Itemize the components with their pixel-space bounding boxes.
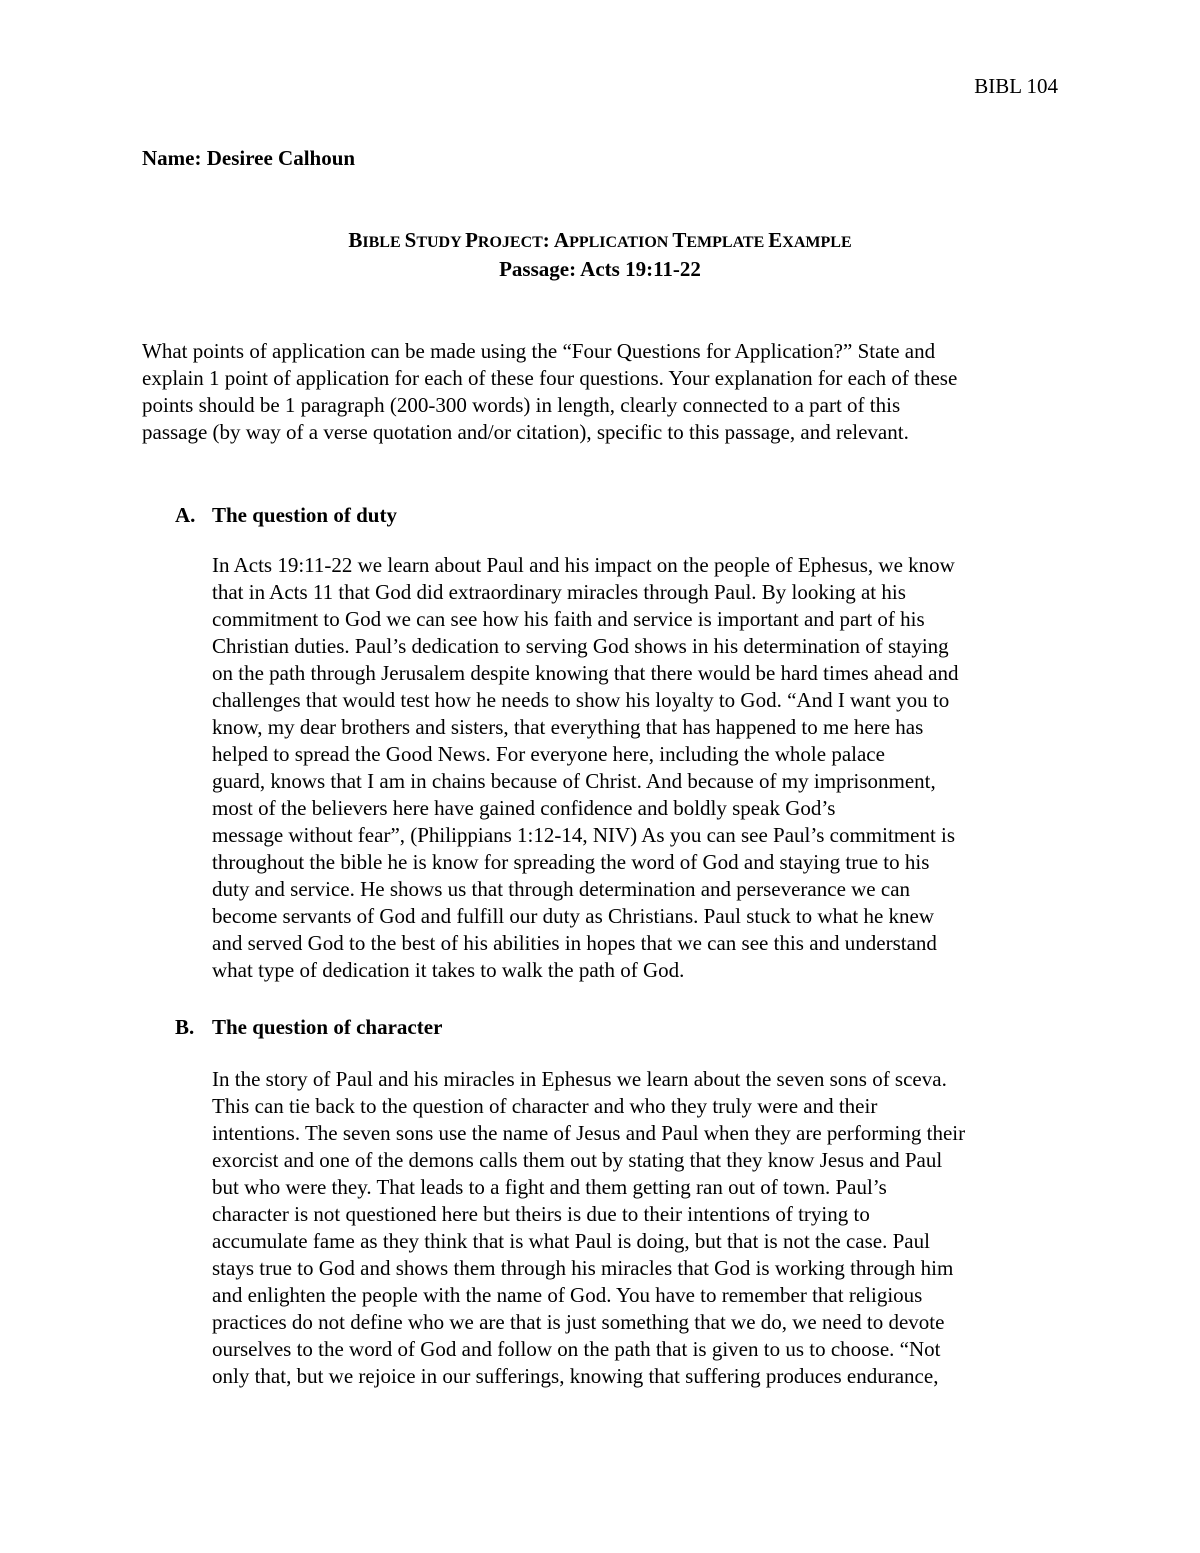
passage-reference: Passage: Acts 19:11-22: [499, 257, 701, 281]
section-letter: B.: [175, 1015, 195, 1039]
document-title: BIBLE STUDY PROJECT: APPLICATION TEMPLATE EXAMPLE: [348, 228, 852, 252]
section-heading-character: [175, 1013, 442, 1041]
course-code: BIBL 104: [974, 74, 1058, 98]
section-letter: A.: [175, 503, 196, 527]
section-title: The question of duty: [212, 503, 397, 527]
student-name: Name: Desiree Calhoun: [142, 146, 356, 170]
section-title: The question of character: [212, 1015, 443, 1039]
document-title-block: [142, 227, 1058, 283]
assignment-prompt: What points of application can be made using the “Four Questions for Application?” State and explain 1 point of application for each of these four questions. Your explanation for each of these points should be 1 paragraph (200-300 words) in length, clearly connected to a part of this passage (by way of a verse quotation and/or citation), specific to this passage, and relevant.: [142, 339, 958, 444]
section-heading-duty: [175, 501, 397, 529]
section-body-duty: In Acts 19:11-22 we learn about Paul and his impact on the people of Ephesus, we know that in Acts 11 that God did extraordinary miracles through Paul. By looking at his commitment to God we can see how his faith and service is important and part of his Christian duties. Paul’s dedication to serving God shows in his determination of staying on the path through Jerusalem despite knowing that there would be hard times ahead and challenges that would test how he needs to show his loyalty to God. “And I want you to know, my dear brothers and sisters, that everything that has happened to me here has helped to spread the Good News. For everyone here, including the whole palace guard, knows that I am in chains because of Christ. And because of my imprisonment, most of the believers here have gained confidence and boldly speak God’s message without fear”, (Philippians 1:12-14, NIV) As you can see Paul’s commitment is throughout the bible he is know for spreading the word of God and staying true to his duty and service. He shows us that through determination and perseverance we can become servants of God and fulfill our duty as Christians. Paul stuck to what he knew and served God to the best of his abilities in hopes that we can see this and understand what type of dedication it takes to walk the path of God.: [212, 553, 959, 982]
section-body-character: In the story of Paul and his miracles in Ephesus we learn about the seven sons of sceva. This can tie back to the question of character and who they truly were and their intentions. The seven sons use the name of Jesus and Paul when they are performing their exorcist and one of the demons calls them out by stating that they know Jesus and Paul but who were they. That leads to a fight and them getting ran out of town. Paul’s character is not questioned here but theirs is due to their intentions of trying to accumulate fame as they think that is what Paul is doing, but that is not the case. Paul stays true to God and shows them through his miracles that God is working through him and enlighten the people with the name of God. You have to remember that religious practices do not define who we are that is just something that we do, we need to devote ourselves to the word of God and follow on the path that is given to us to choose. “Not only that, but we rejoice in our sufferings, knowing that suffering produces endurance,: [212, 1067, 966, 1388]
